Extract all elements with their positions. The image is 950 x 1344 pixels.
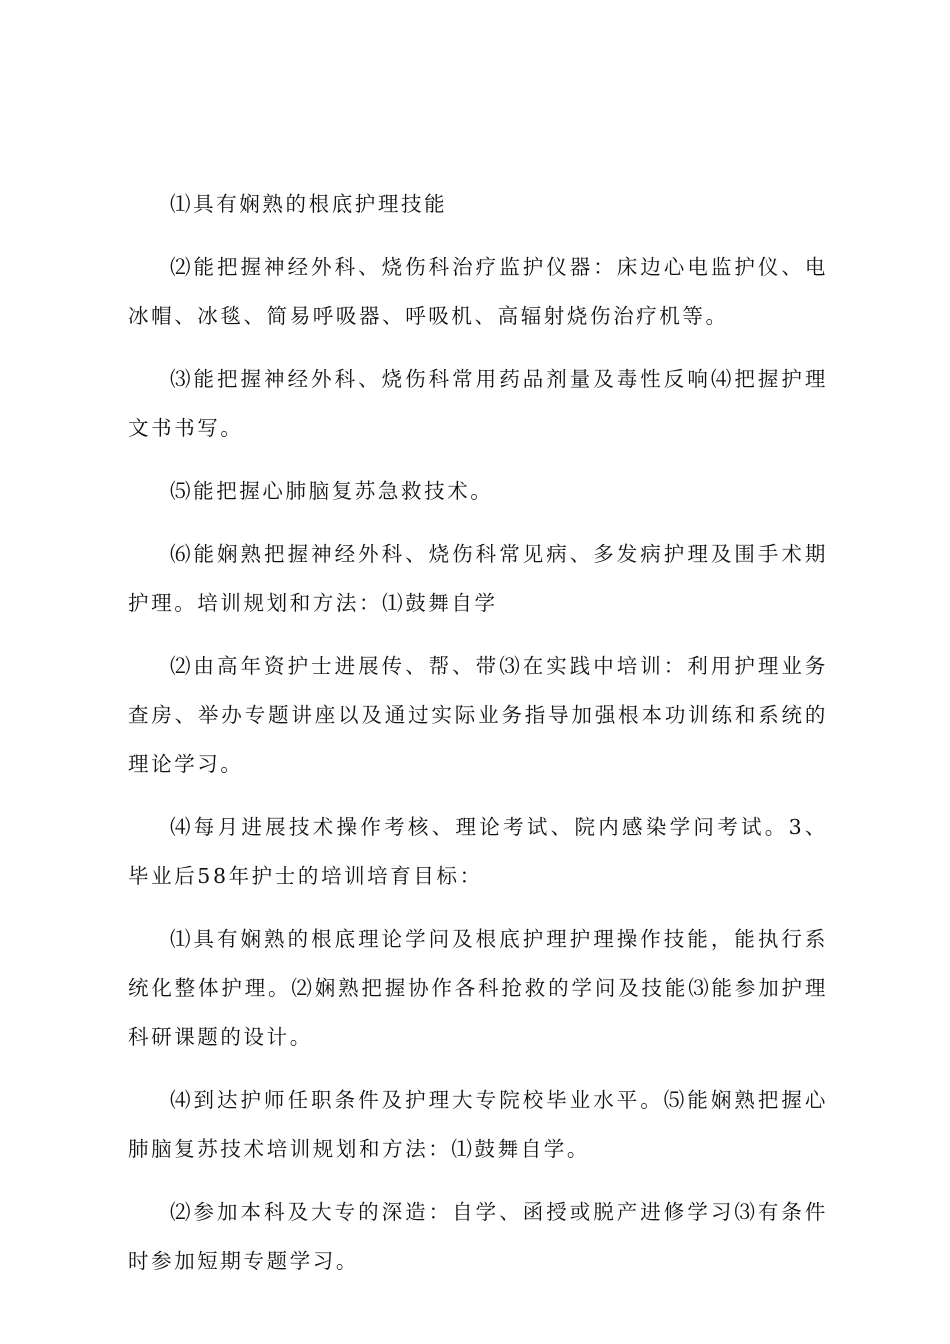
paragraph: ⑶能把握神经外科、烧伤科常用药品剂量及毒性反响⑷把握护理文书书写。 <box>128 367 828 440</box>
paragraph: ⑴具有娴熟的根底护理技能 <box>170 192 448 216</box>
paragraph: ⑹能娴熟把握神经外科、烧伤科常见病、多发病护理及围手术期护理。培训规划和方法：⑴鼓舞自学 <box>128 542 828 615</box>
paragraph: ⑵由高年资护士进展传、帮、带⑶在实践中培训：利用护理业务查房、举办专题讲座以及通过实际业务指导加强根本功训练和系统的理论学习。 <box>128 654 828 776</box>
paragraph: ⑷每月进展技术操作考核、理论考试、院内感染学问考试。3、毕业后58年护士的培训培育目标： <box>128 815 828 888</box>
paragraph: ⑸能把握心肺脑复苏急救技术。 <box>170 479 494 503</box>
paragraph: ⑵能把握神经外科、烧伤科治疗监护仪器：床边心电监护仪、电冰帽、冰毯、简易呼吸器、呼吸机、高辐射烧伤治疗机等。 <box>128 255 828 328</box>
paragraph: ⑷到达护师任职条件及护理大专院校毕业水平。⑸能娴熟把握心肺脑复苏技术培训规划和方法：⑴鼓舞自学。 <box>128 1088 828 1161</box>
document-body <box>128 180 828 1300</box>
paragraph: ⑴具有娴熟的根底理论学问及根底护理护理操作技能，能执行系统化整体护理。⑵娴熟把握协作各科抢救的学问及技能⑶能参加护理科研课题的设计。 <box>128 927 828 1049</box>
paragraph: ⑵参加本科及大专的深造：自学、函授或脱产进修学习⑶有条件时参加短期专题学习。 <box>128 1200 828 1273</box>
